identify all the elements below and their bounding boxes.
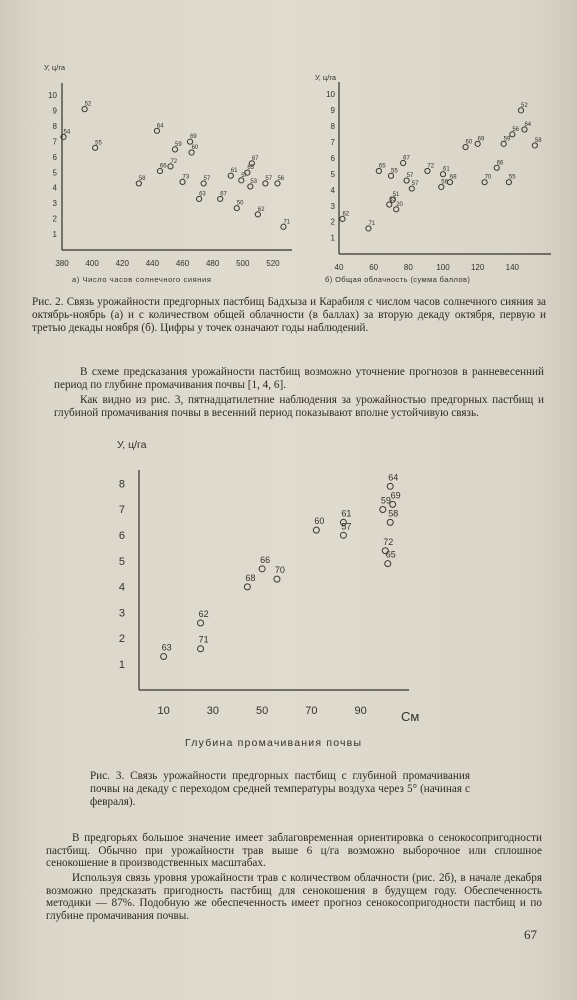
data-point-label: 72: [427, 163, 435, 170]
figure-3-caption: Рис. 3. Связь урожайности предгорных пастбищ с глубиной промачивания почвы на декаду с переходом средней температуры воздуха через 5° (начиная с февраля).: [90, 770, 470, 808]
x-tick-label: 10: [157, 705, 170, 717]
x-tick-label: 30: [206, 705, 220, 717]
data-point-label: 57: [406, 173, 414, 180]
data-point-label: 67: [403, 155, 410, 162]
x-tick-label: 120: [470, 263, 485, 272]
data-point: [244, 584, 250, 590]
data-point: [259, 566, 265, 572]
y-tick-label: 10: [326, 90, 335, 100]
data-point-label: 72: [383, 536, 394, 547]
data-point: [380, 507, 386, 513]
data-point: [198, 620, 204, 626]
data-point-label: 64: [388, 472, 399, 483]
x-tick-label: 50: [256, 705, 269, 717]
data-point-label: 71: [283, 219, 291, 226]
data-point-label: 65: [378, 163, 386, 170]
x-tick-label: 140: [505, 263, 520, 272]
data-point-label: 64: [524, 122, 532, 128]
data-point-label: 58: [138, 175, 146, 182]
data-point-label: 61: [341, 508, 352, 519]
x-tick-label: 400: [85, 259, 99, 268]
y-tick-label: 2: [118, 633, 125, 646]
y-tick-label: 2: [330, 217, 335, 227]
data-point-label: 67: [220, 191, 227, 198]
y-tick-label: 4: [330, 185, 335, 195]
data-point: [313, 527, 319, 533]
data-point-label: 53: [250, 179, 258, 186]
paragraph-2: [54, 394, 544, 419]
data-point-label: 50: [236, 200, 244, 207]
data-point-label: 51: [392, 192, 400, 199]
y-tick-label: 3: [52, 199, 57, 209]
data-point-label: 55: [391, 168, 398, 175]
y-tick-label: 1: [330, 233, 335, 243]
y-tick-label: 6: [330, 153, 335, 163]
x-tick-label: 70: [305, 705, 318, 717]
data-point-label: 57: [265, 175, 273, 182]
x-axis-unit: См: [401, 709, 420, 724]
y-tick-label: 9: [52, 106, 57, 116]
data-point-label: 52: [84, 101, 92, 108]
y-tick-label: 2: [52, 214, 57, 224]
data-point-label: 69: [477, 136, 485, 143]
data-point-label: 55: [95, 140, 102, 147]
y-tick-label: 5: [52, 168, 57, 178]
paragraph-3: [46, 832, 542, 870]
data-point-label: 63: [199, 191, 206, 198]
y-tick-label: 6: [118, 529, 125, 542]
data-point-label: 66: [496, 160, 504, 167]
y-tick-label: 8: [52, 121, 57, 131]
paragraph-4-text: Используя связь уровня урожайности трав с количеством облачности (рис. 2б), в начале декабря возможно предсказать пригодность пастбищ для сенокошения в будущем году. Обеспеченность методики — 87%. Подобную же обеспеченность имеет прогноз сенокосопригодности пастбищ и по глубине промачивания почвы.: [46, 872, 542, 922]
data-point-label: 62: [342, 211, 350, 218]
data-point-label: 62: [257, 206, 265, 213]
data-point-label: 5/: [241, 172, 247, 179]
x-tick-label: 80: [403, 263, 413, 272]
paragraph-3-text: В предгорьях большое значение имеет заблаговременная ориентировка о сенокосопригодности пастбищ. Обычно при урожайности трав выше 6 ц/га возможно выборочное или сплошное сенокошение в производственных масштабах.: [46, 832, 542, 870]
figure-2a-chart: [20, 58, 320, 284]
data-point-label: 63: [389, 197, 396, 204]
y-tick-label: 7: [330, 137, 335, 147]
data-point-label: 68: [449, 174, 457, 181]
data-point-label: 57: [203, 175, 211, 182]
y-axis-label: У, ц/га: [44, 63, 66, 72]
paragraph-1: [54, 366, 544, 391]
x-tick-label: 500: [236, 259, 250, 268]
data-point: [274, 576, 280, 582]
x-axis-label: Глубина промачивания почвы: [185, 737, 363, 749]
data-point-label: 20: [396, 201, 403, 208]
x-tick-label: 60: [369, 263, 379, 272]
data-point-label: 64: [156, 123, 164, 130]
x-axis-label: а) Число часов солнечного сияния: [72, 275, 212, 284]
x-tick-label: 480: [205, 259, 220, 268]
page-number: 67: [524, 927, 537, 942]
data-point-label: 68: [245, 572, 256, 583]
data-point-label: 69: [190, 134, 197, 141]
data-point-label: 61: [443, 166, 450, 173]
y-tick-label: 1: [118, 658, 125, 671]
y-tick-label: 7: [52, 137, 57, 147]
x-tick-label: 380: [55, 259, 69, 268]
data-point-label: 66: [260, 554, 271, 565]
data-point-label: 55: [508, 174, 516, 181]
data-point-label: 70: [274, 565, 285, 576]
data-point-label: 62: [198, 608, 209, 619]
data-point-label: 67: [251, 155, 259, 162]
data-point-label: 72: [170, 158, 178, 165]
data-point-label: 60: [314, 516, 325, 527]
data-point-label: 60: [465, 139, 473, 146]
data-point-label: 70: [484, 174, 492, 181]
y-tick-label: 3: [118, 607, 125, 620]
y-tick-label: 6: [52, 152, 57, 162]
data-point-label: 57: [341, 521, 352, 532]
data-point-label: 59: [380, 495, 391, 506]
data-point-label: 66: [159, 163, 167, 170]
paragraph-1-text: В схеме предсказания урожайности пастбищ возможно уточнение прогнозов в ранневесенний период по глубине промачивания почвы [1, 4, 6].: [54, 366, 544, 391]
y-tick-label: 9: [330, 106, 335, 116]
data-point: [385, 561, 391, 567]
data-point: [387, 519, 393, 525]
x-tick-label: 100: [436, 263, 450, 272]
y-tick-label: 8: [330, 121, 335, 131]
data-point-label: 56: [512, 126, 520, 133]
data-point: [198, 646, 204, 652]
x-tick-label: 460: [175, 259, 190, 268]
y-axis-label: У, ц/га: [117, 439, 147, 451]
figure-2b-chart: [315, 58, 565, 288]
data-point-label: 58: [388, 508, 399, 519]
data-point-label: 52: [521, 102, 528, 109]
x-tick-label: 420: [115, 259, 129, 268]
data-point-label: 71: [198, 634, 209, 645]
data-point-label: 54: [63, 129, 71, 136]
data-point-label: 59: [503, 136, 511, 143]
x-tick-label: 90: [354, 705, 367, 717]
data-point-label: 57: [411, 181, 419, 188]
data-point-label: 56: [277, 175, 285, 182]
data-point-label: 63: [161, 642, 172, 653]
y-tick-label: 7: [118, 504, 125, 517]
data-point: [387, 483, 393, 489]
data-point-label: 65: [247, 165, 255, 172]
figure-2-caption: Рис. 2. Связь урожайности предгорных пастбищ Бадхыза и Карабиля с числом часов солнечного сияния за октябрь-ноябрь (а) и с количеством общей облачности (в баллах) за вторую декаду октября, первую и третью декады ноября (б). Цифры у точек означают годы наблюдений.: [32, 296, 546, 334]
data-point-label: 69: [390, 490, 401, 501]
y-tick-label: 4: [118, 581, 125, 594]
x-tick-label: 40: [334, 263, 344, 272]
data-point-label: 56: [441, 179, 448, 186]
data-point: [161, 653, 167, 659]
x-axis-label: б) Общая облачность (сумма баллов): [325, 275, 471, 284]
y-axis-label: У, ц/га: [315, 73, 337, 82]
y-tick-label: 3: [330, 201, 335, 211]
data-point-label: 60: [191, 144, 199, 151]
x-tick-label: 440: [145, 259, 160, 268]
paragraph-2-text: Как видно из рис. 3, пятнадцатилетние наблюдения за урожайностью предгорных пастбищ и глубиной промачивания почвы в весенний период показывают вполне устойчивую связь.: [54, 394, 544, 419]
y-tick-label: 8: [118, 478, 125, 491]
y-tick-label: 1: [52, 230, 57, 240]
paragraph-4: [46, 872, 542, 922]
data-point: [340, 532, 346, 538]
y-tick-label: 10: [48, 90, 57, 100]
x-tick-label: 520: [266, 259, 280, 268]
data-point-label: 61: [230, 168, 238, 175]
y-tick-label: 4: [52, 183, 57, 193]
data-point-label: 71: [368, 220, 376, 227]
data-point-label: 65: [385, 549, 396, 560]
y-tick-label: 5: [118, 555, 125, 568]
data-point-label: 73: [182, 174, 190, 181]
data-point-label: 58: [534, 137, 542, 144]
figure-3-chart: [105, 440, 445, 760]
y-tick-label: 5: [330, 169, 335, 179]
data-point-label: 59: [175, 141, 182, 148]
